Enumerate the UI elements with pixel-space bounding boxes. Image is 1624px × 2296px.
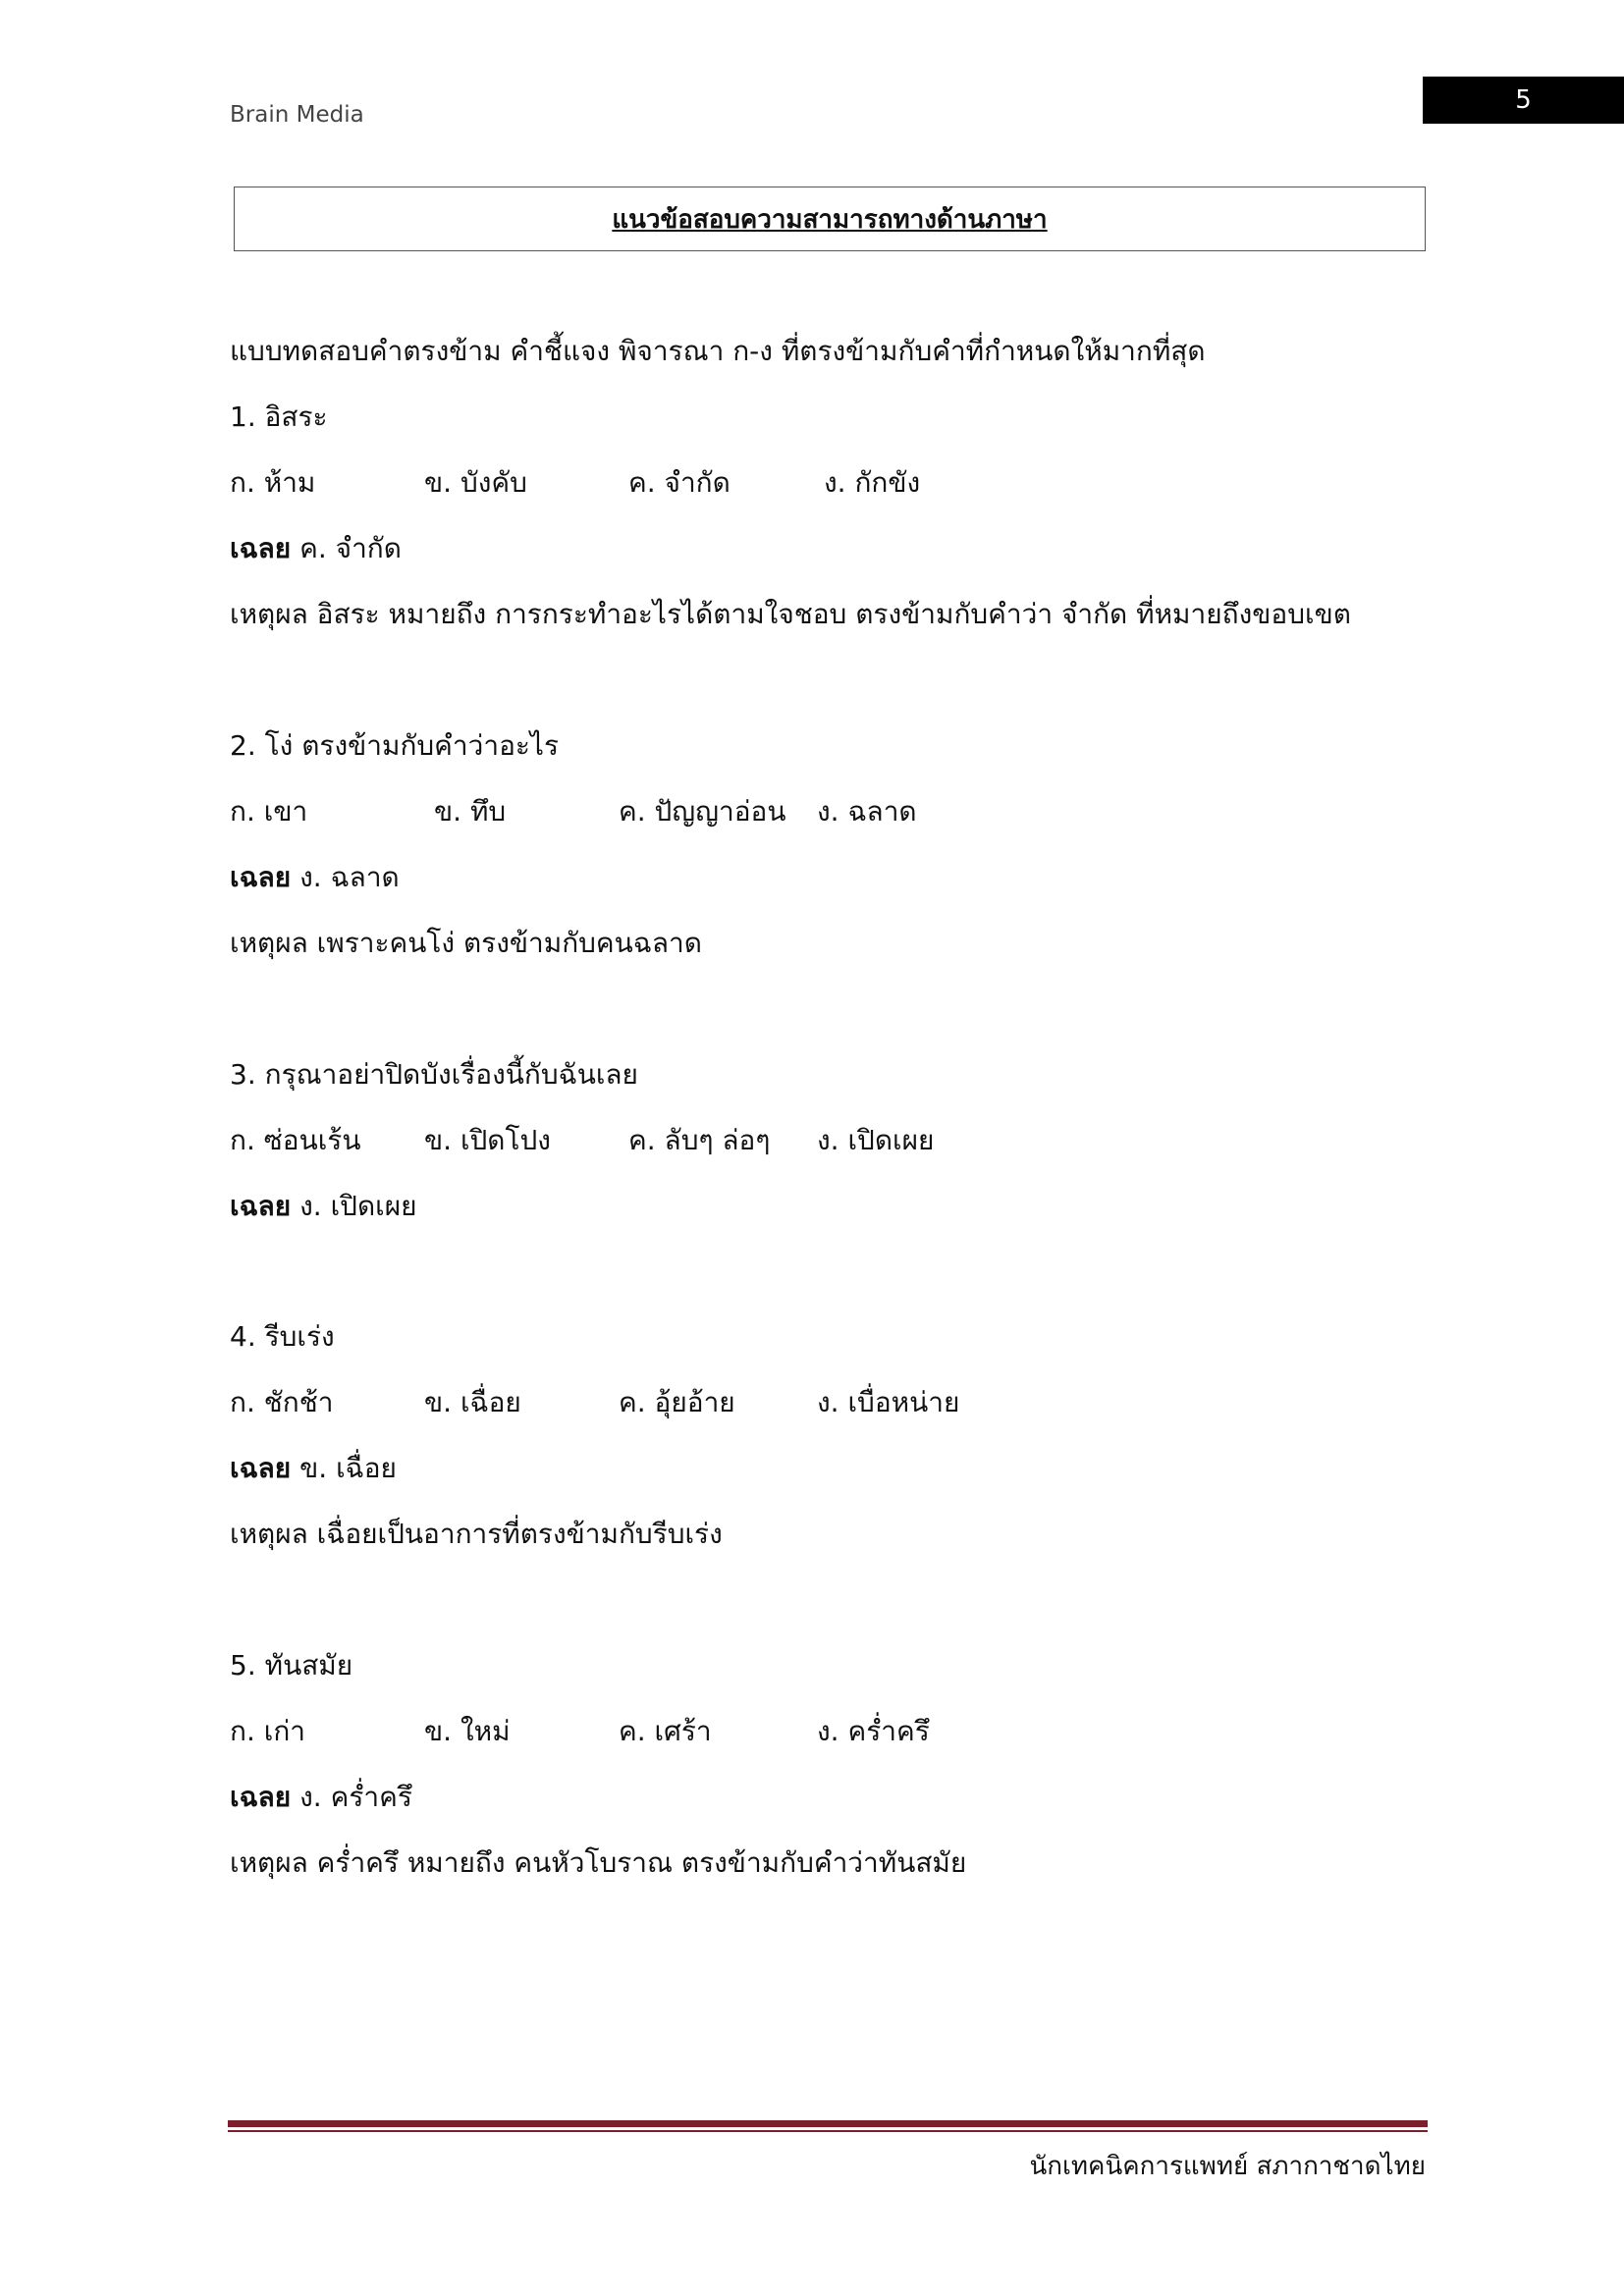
answer-value: ง. ฉลาด <box>299 861 400 893</box>
answer-value: ค. จำกัด <box>299 532 402 564</box>
reason-2: เหตุผล เพราะคนโง่ ตรงข้ามกับคนฉลาด <box>230 927 702 959</box>
answer-value: ง. คร่ำครึ <box>299 1781 412 1813</box>
options-row-1 <box>230 463 1408 503</box>
option-c: ค. ลับๆ ล่อๆ <box>628 1124 771 1156</box>
footer-organization: นักเทคนิคการแพทย์ สภากาชาดไทย <box>1029 2152 1426 2181</box>
option-a: ก. เก่า <box>230 1715 305 1747</box>
option-d: ง. ฉลาด <box>817 795 917 828</box>
page-number: 5 <box>1515 85 1532 115</box>
option-c: ค. อุ้ยอ้าย <box>619 1386 735 1418</box>
option-c: ค. จำกัด <box>628 466 731 499</box>
option-c: ค. เศร้า <box>619 1715 712 1747</box>
answer-value: ง. เปิดเผย <box>299 1190 417 1222</box>
answer-4 <box>230 1449 397 1488</box>
title-box <box>234 187 1426 251</box>
reason-4: เหตุผล เฉื่อยเป็นอาการที่ตรงข้ามกับรีบเร่ง <box>230 1518 723 1550</box>
reason-5: เหตุผล คร่ำครึ หมายถึง คนหัวโบราณ ตรงข้ามกับคำว่าทันสมัย <box>230 1846 967 1879</box>
option-a: ก. เขา <box>230 795 308 828</box>
publisher-name: Brain Media <box>230 102 364 128</box>
footer-rule <box>228 2120 1428 2127</box>
answer-3 <box>230 1187 417 1226</box>
options-row-2 <box>230 792 1408 831</box>
question-5: 5. ทันสมัย <box>230 1649 353 1682</box>
option-a: ก. ห้าม <box>230 466 316 499</box>
answer-label: เฉลย <box>230 861 292 893</box>
option-a: ก. ซ่อนเร้น <box>230 1124 361 1156</box>
options-row-5 <box>230 1712 1408 1751</box>
option-d: ง. เบื่อหน่าย <box>817 1386 960 1418</box>
answer-1 <box>230 529 402 568</box>
instruction: แบบทดสอบคำตรงข้าม คำชี้แจง พิจารณา ก-ง ที่ตรงข้ามกับคำที่กำหนดให้มากที่สุด <box>230 335 1206 367</box>
option-d: ง. คร่ำครึ <box>817 1715 930 1747</box>
option-b: ข. เฉื่อย <box>424 1386 521 1418</box>
answer-label: เฉลย <box>230 532 292 564</box>
option-b: ข. เปิดโปง <box>424 1124 551 1156</box>
question-3: 3. กรุณาอย่าปิดบังเรื่องนี้กับฉันเลย <box>230 1058 638 1091</box>
options-row-3 <box>230 1121 1408 1160</box>
page-number-box <box>1423 77 1624 124</box>
option-d: ง. กักขัง <box>824 466 921 499</box>
answer-label: เฉลย <box>230 1452 292 1484</box>
page-title: แนวข้อสอบความสามารถทางด้านภาษา <box>612 204 1048 235</box>
footer-rule-thin <box>228 2130 1428 2132</box>
option-b: ข. ใหม่ <box>424 1715 511 1747</box>
question-4: 4. รีบเร่ง <box>230 1320 335 1353</box>
option-b: ข. ทึบ <box>434 795 507 828</box>
options-row-4 <box>230 1383 1408 1422</box>
option-d: ง. เปิดเผย <box>817 1124 935 1156</box>
answer-label: เฉลย <box>230 1190 292 1222</box>
answer-5 <box>230 1778 412 1817</box>
option-a: ก. ชักช้า <box>230 1386 334 1418</box>
question-2: 2. โง่ ตรงข้ามกับคำว่าอะไร <box>230 729 560 762</box>
answer-2 <box>230 858 400 897</box>
option-c: ค. ปัญญาอ่อน <box>619 795 786 828</box>
question-1: 1. อิสระ <box>230 400 328 433</box>
reason-1: เหตุผล อิสระ หมายถึง การกระทำอะไรได้ตามใจชอบ ตรงข้ามกับคำว่า จำกัด ที่หมายถึงขอบเขต <box>230 598 1351 630</box>
option-b: ข. บังคับ <box>424 466 527 499</box>
answer-label: เฉลย <box>230 1781 292 1813</box>
answer-value: ข. เฉื่อย <box>299 1452 397 1484</box>
